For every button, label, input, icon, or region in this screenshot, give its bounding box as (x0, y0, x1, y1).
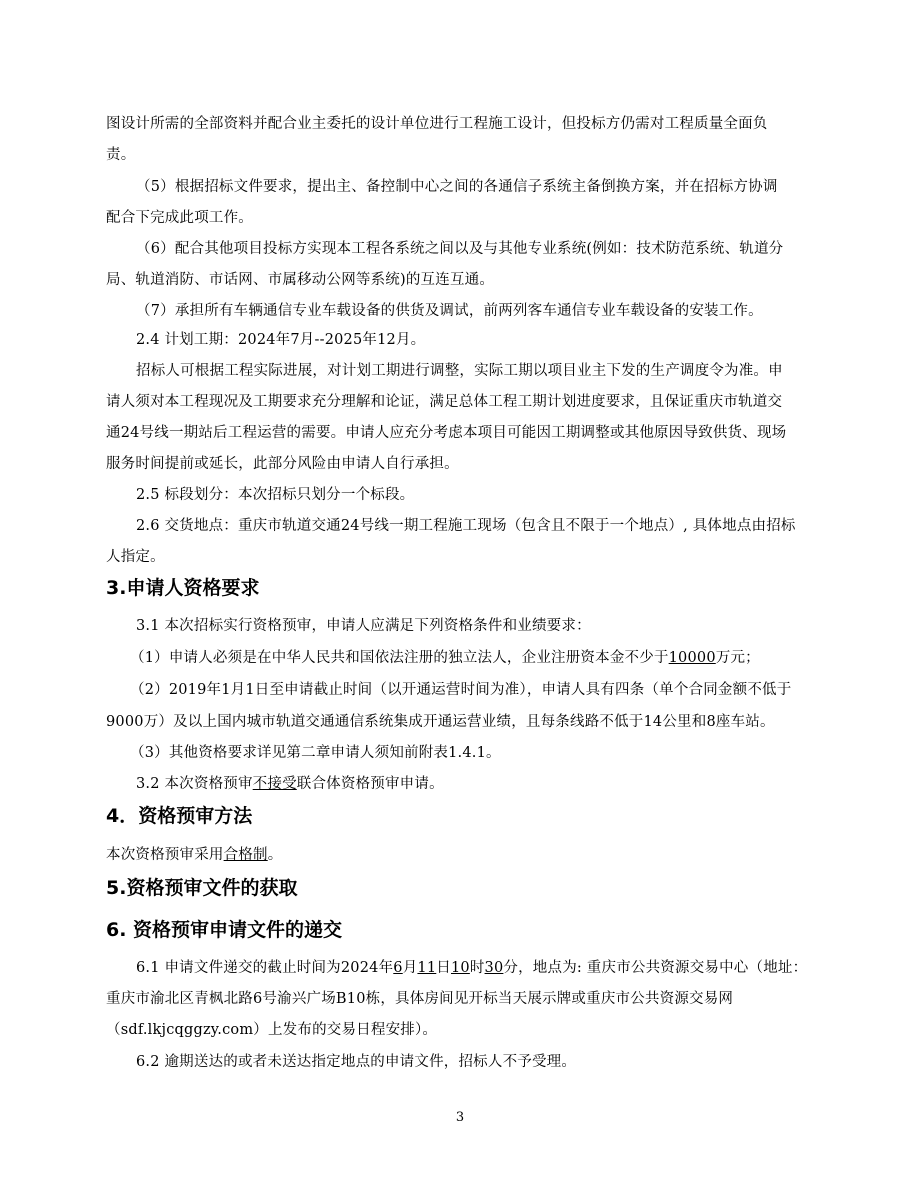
section-heading-5: 5.资格预审文件的获取 (106, 877, 298, 899)
paragraph-line: 6.2 逾期送达的或者未送达指定地点的申请文件，招标人不予受理。 (136, 1054, 577, 1070)
paragraph-line: 服务时间提前或延长，此部分风险由申请人自行承担。 (106, 456, 459, 472)
paragraph-line: 重庆市渝北区青枫北路6号渝兴广场B10栋，具体房间见开标当天展示牌或重庆市公共资源交易网 (106, 991, 734, 1007)
paragraph-line: 本次资格预审采用合格制。 (106, 847, 283, 863)
paragraph-line: 配合下完成此项工作。 (106, 210, 253, 226)
paragraph-line: 招标人可根据工程实际进展，对计划工期进行调整，实际工期以项目业主下发的生产调度令为准。申 (136, 363, 783, 379)
paragraph-line: 2.6 交货地点：重庆市轨道交通24号线一期工程施工现场（包含且不限于一个地点）, 具体地点由招标 (136, 518, 796, 534)
paragraph-line: 请人须对本工程现况及工期要求充分理解和论证，满足总体工程工期计划进度要求，且保证重庆市轨道交 (106, 394, 783, 410)
paragraph-line: 责。 (106, 147, 136, 163)
section-heading-4: 4．资格预审方法 (106, 805, 253, 827)
paragraph-line: 2.4 计划工期：2024年7月--2025年12月。 (136, 332, 426, 348)
page-number: 3 (455, 1110, 465, 1125)
paragraph-line: 3.2 本次资格预审不接受联合体资格预审申请。 (136, 776, 444, 792)
paragraph-line: （1）申请人必须是在中华人民共和国依法注册的独立法人，企业注册资本金不少于10000万元； (130, 650, 760, 666)
paragraph-line: （5）根据招标文件要求，提出主、备控制中心之间的各通信子系统主备倒换方案，并在招标方协调 (136, 179, 778, 195)
paragraph-line: 6.1 申请文件递交的截止时间为2024年6月11日10时30分，地点为: 重庆市公共资源交易中心（地址： (136, 960, 808, 976)
paragraph-line: 通24号线一期站后工程运营的需要。申请人应充分考虑本项目可能因工期调整或其他原因导致供货、现场 (106, 425, 787, 441)
paragraph-line: （7）承担所有车辆通信专业车载设备的供货及调试，前两列客车通信专业车载设备的安装工作。 (136, 303, 763, 319)
section-heading-3: 3.申请人资格要求 (106, 577, 260, 599)
paragraph-line: （sdf.lkjcqggzy.com）上发布的交易日程安排）。 (106, 1022, 438, 1038)
paragraph-line: 3.1 本次招标实行资格预审，申请人应满足下列资格条件和业绩要求： (136, 618, 591, 634)
paragraph-line: 人指定。 (106, 549, 165, 565)
paragraph-line: （2）2019年1月1日至申请截止时间（以开通运营时间为准），申请人具有四条（单个合同金额不低于 (130, 682, 792, 698)
section-heading-6: 6. 资格预审申请文件的递交 (106, 919, 343, 941)
paragraph-line: （6）配合其他项目投标方实现本工程各系统之间以及与其他专业系统(例如：技术防范系统、轨道分 (136, 241, 784, 257)
paragraph-line: 局、轨道消防、市话网、市属移动公网等系统)的互连互通。 (106, 272, 495, 288)
paragraph-line: 2.5 标段划分：本次招标只划分一个标段。 (136, 487, 415, 503)
paragraph-line: 9000万）及以上国内城市轨道交通通信系统集成开通运营业绩，且每条线路不低于14公里和8座车站。 (106, 714, 775, 730)
paragraph-line: （3）其他资格要求详见第二章申请人须知前附表1.4.1。 (130, 745, 501, 761)
paragraph-line: 图设计所需的全部资料并配合业主委托的设计单位进行工程施工设计，但投标方仍需对工程质量全面负 (106, 116, 768, 132)
